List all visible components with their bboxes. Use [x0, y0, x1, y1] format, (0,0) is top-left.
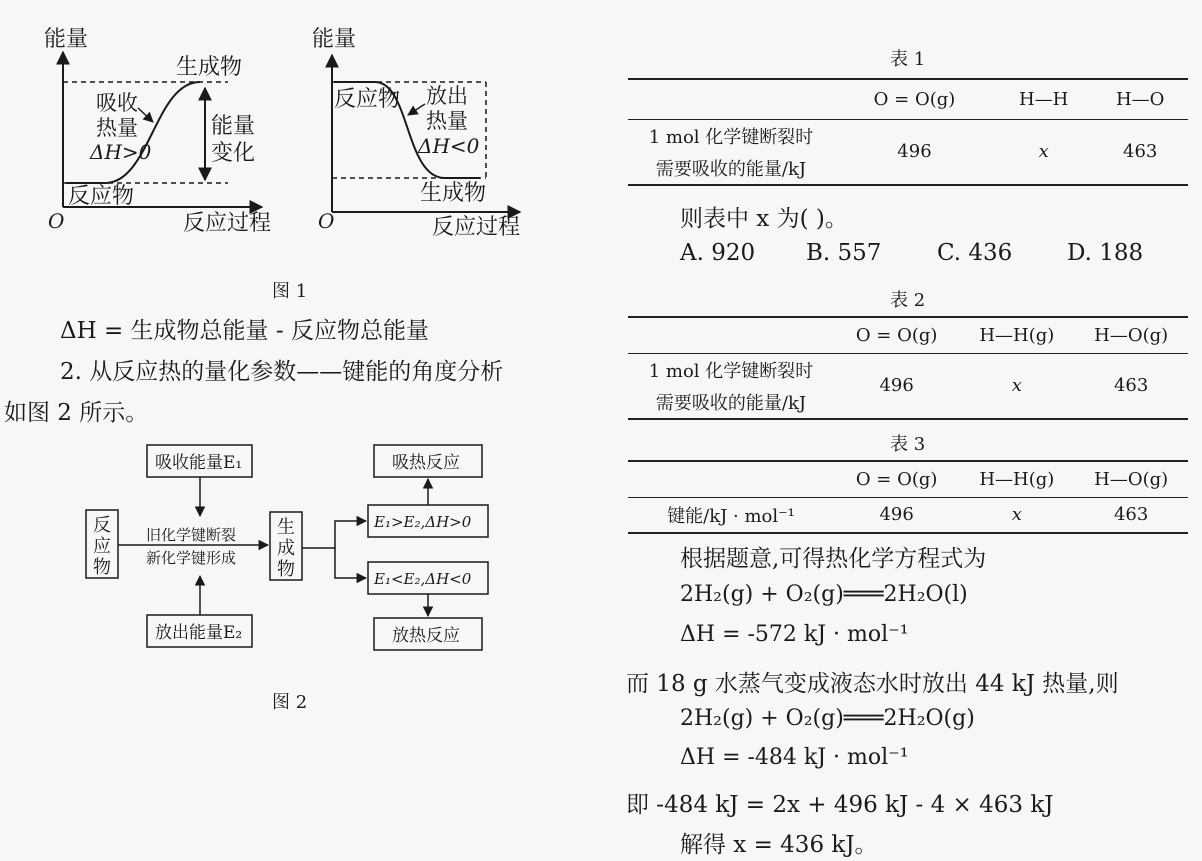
solution-line4: 解得 x = 436 kJ。 [680, 832, 878, 858]
product-char-3: 物 [277, 559, 295, 580]
table-2 [628, 316, 1188, 420]
para2-line1: 2. 从反应热的量化参数——键能的角度分析 [60, 359, 504, 385]
right-product: 生成物 [420, 181, 487, 206]
t2-v2: x [1011, 375, 1022, 397]
left-change-1: 能量 [211, 114, 256, 139]
cond1-label: E₁>E₂,ΔH>0 [374, 513, 472, 531]
t1-v1: 496 [897, 141, 932, 163]
left-absorb-3: ΔH>0 [90, 140, 152, 164]
equation-2: 2H₂(g) + O₂(g)═══2H₂O(g) [680, 706, 975, 731]
t1-row-label: 1 mol 化学键断裂时 需要吸收的能量/kJ [648, 126, 814, 180]
product-char-2: 成 [277, 538, 295, 559]
product-char-1: 生 [277, 517, 295, 538]
option-a: A. 920 [680, 240, 756, 266]
left-absorb-1: 吸收 [96, 91, 138, 115]
figure-2-caption: 图 2 [272, 692, 308, 713]
middle-label-1: 旧化学键断裂 [146, 526, 237, 544]
t1-h3: H—O [1115, 88, 1165, 110]
t3-row-label: 键能/kJ · mol⁻¹ [667, 505, 795, 527]
solution-line3: 即 -484 kJ = 2x + 496 kJ - 4 × 463 kJ [626, 792, 1054, 818]
t3-h1: O = O(g) [855, 468, 938, 490]
t3-v3: 463 [1113, 504, 1149, 526]
exo-label: 放热反应 [392, 626, 460, 646]
right-release-1: 放出 [426, 84, 468, 108]
right-release-arrow [408, 104, 425, 115]
t3-h2: H—H(g) [979, 468, 1055, 490]
right-y-label: 能量 [312, 27, 357, 52]
option-b: B. 557 [806, 240, 882, 266]
right-release-3: ΔH<0 [418, 134, 480, 158]
option-c: C. 436 [937, 240, 1013, 266]
right-origin: O [318, 209, 335, 233]
t3-h3: H—O(g) [1094, 468, 1169, 490]
left-absorb-arrow [138, 108, 153, 122]
table-1 [628, 78, 1188, 186]
left-product: 生成物 [176, 55, 243, 80]
figure-1-caption: 图 1 [272, 281, 308, 302]
table-1-title: 表 1 [890, 49, 926, 70]
t2-h3: H—O(g) [1094, 324, 1169, 346]
t2-h2: H—H(g) [979, 324, 1055, 346]
t1-v2: x [1038, 141, 1049, 163]
t3-v2: x [1011, 504, 1022, 526]
option-d: D. 188 [1067, 240, 1144, 266]
left-absorb-2: 热量 [96, 116, 138, 140]
para2-line2: 如图 2 所示。 [4, 400, 149, 426]
figure-2 [0, 430, 600, 720]
delta-h-formula: ΔH = 生成物总能量 - 反应物总能量 [60, 318, 429, 344]
endo-label: 吸热反应 [392, 453, 460, 473]
table-3-title: 表 3 [890, 434, 926, 455]
t2-v3: 463 [1113, 375, 1149, 397]
reactant-char-2: 应 [93, 536, 111, 557]
figure-1 [0, 0, 600, 270]
t2-row-label: 1 mol 化学键断裂时 需要吸收的能量/kJ [648, 360, 814, 414]
right-release-2: 热量 [426, 109, 468, 133]
branch-up [302, 521, 366, 548]
right-reactant: 反应物 [334, 87, 401, 112]
reactant-char-3: 物 [93, 557, 111, 578]
delta-h-2: ΔH = -484 kJ · mol⁻¹ [680, 745, 909, 770]
solution-line1: 根据题意,可得热化学方程式为 [680, 546, 987, 572]
left-y-label: 能量 [44, 27, 89, 52]
absorb-label: 吸收能量E₁ [155, 453, 243, 473]
equation-1: 2H₂(g) + O₂(g)═══2H₂O(l) [680, 582, 968, 607]
t1-v3: 463 [1123, 141, 1158, 163]
t1-h2: H—H [1018, 88, 1069, 110]
t3-v1: 496 [879, 504, 914, 526]
middle-label-2: 新化学键形成 [146, 549, 237, 567]
cond2-label: E₁<E₂,ΔH<0 [374, 570, 472, 588]
delta-h-1: ΔH = -572 kJ · mol⁻¹ [680, 622, 909, 647]
solution-line2: 而 18 g 水蒸气变成液态水时放出 44 kJ 热量,则 [626, 671, 1119, 697]
t2-h1: O = O(g) [855, 324, 938, 346]
right-x-label: 反应过程 [432, 215, 521, 240]
reactant-char-1: 反 [93, 515, 111, 536]
t2-v1: 496 [879, 375, 914, 397]
question-text: 则表中 x 为( )。 [680, 206, 848, 232]
release-label: 放出能量E₂ [155, 623, 243, 643]
table-3 [628, 460, 1188, 534]
left-origin: O [48, 209, 65, 233]
left-x-label: 反应过程 [183, 211, 272, 236]
left-change-2: 变化 [211, 141, 256, 166]
left-reactant: 反应物 [68, 184, 135, 209]
table-2-title: 表 2 [890, 290, 926, 311]
branch-down [335, 548, 366, 578]
t1-h1: O = O(g) [873, 88, 956, 110]
